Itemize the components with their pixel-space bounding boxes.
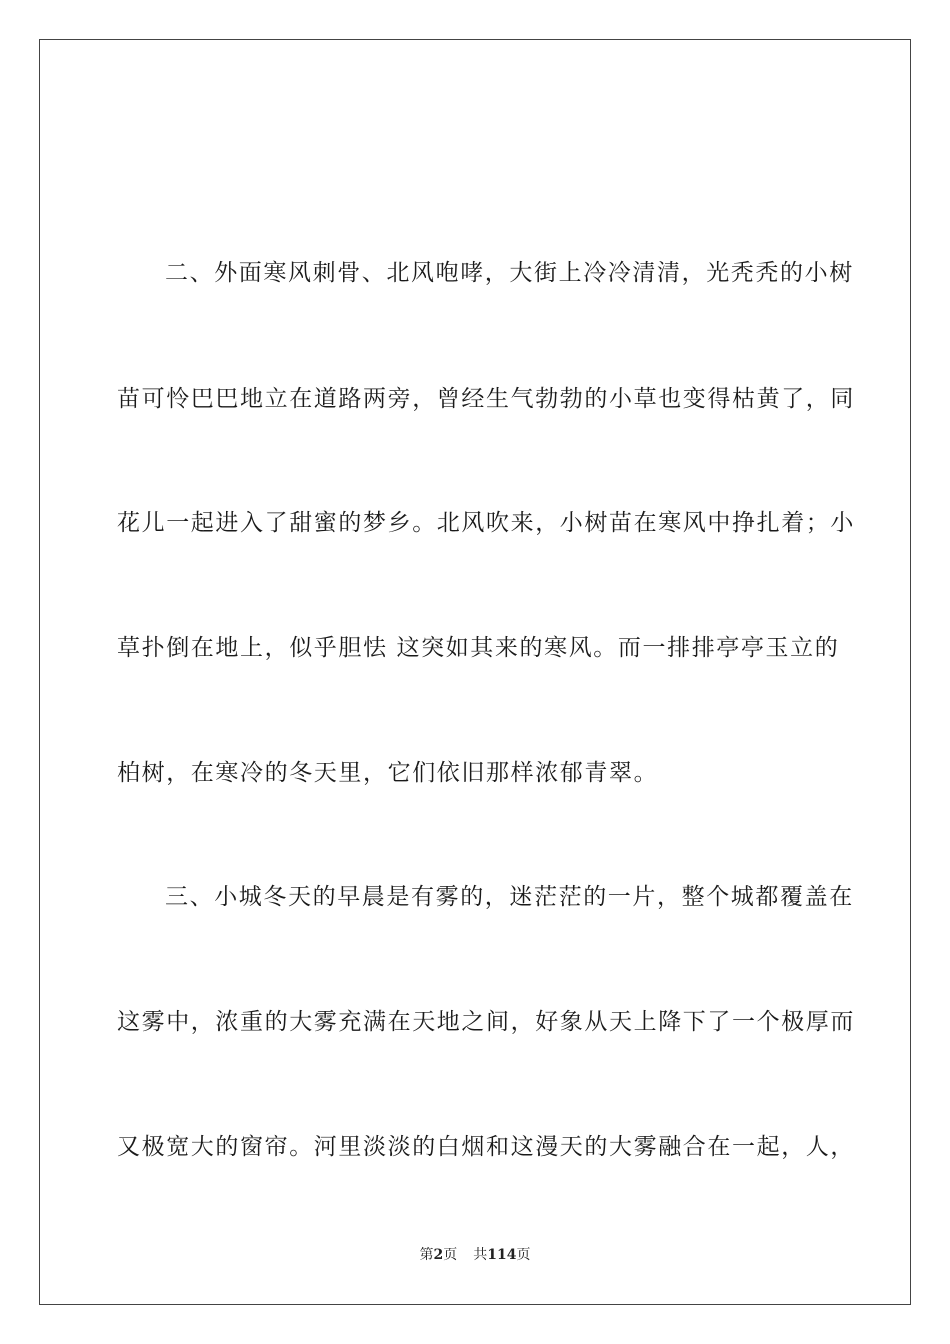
text-line: 二、外面寒风刺骨、北风咆哮，大街上冷冷清清，光秃秃的小树: [165, 260, 854, 286]
text-line: 柏树，在寒冷的冬天里，它们依旧那样浓郁青翠。: [117, 760, 659, 786]
page-suffix: 页: [443, 1247, 458, 1263]
text-line: 花儿一起进入了甜蜜的梦乡。北风吹来，小树苗在寒风中挣扎着；小: [117, 510, 855, 536]
text-line: 苗可怜巴巴地立在道路两旁，曾经生气勃勃的小草也变得枯黄了，同: [117, 386, 855, 412]
page-border: [39, 39, 911, 1305]
text-line: 三、小城冬天的早晨是有雾的，迷茫茫的一片，整个城都覆盖在: [165, 884, 854, 910]
page-footer: [0, 1246, 950, 1264]
text-line: 又极宽大的窗帘。河里淡淡的白烟和这漫天的大雾融合在一起，人，: [117, 1134, 855, 1160]
total-pages: 114: [487, 1247, 517, 1263]
page-number: 2: [433, 1247, 444, 1263]
total-suffix: 页: [516, 1247, 531, 1263]
page-prefix: 第: [419, 1247, 434, 1263]
total-prefix: 共: [473, 1247, 488, 1263]
text-line: 草扑倒在地上，似乎胆怯 这突如其来的寒风。而一排排亭亭玉立的: [117, 635, 840, 661]
text-line: 这雾中，浓重的大雾充满在天地之间，好象从天上降下了一个极厚而: [117, 1009, 855, 1035]
